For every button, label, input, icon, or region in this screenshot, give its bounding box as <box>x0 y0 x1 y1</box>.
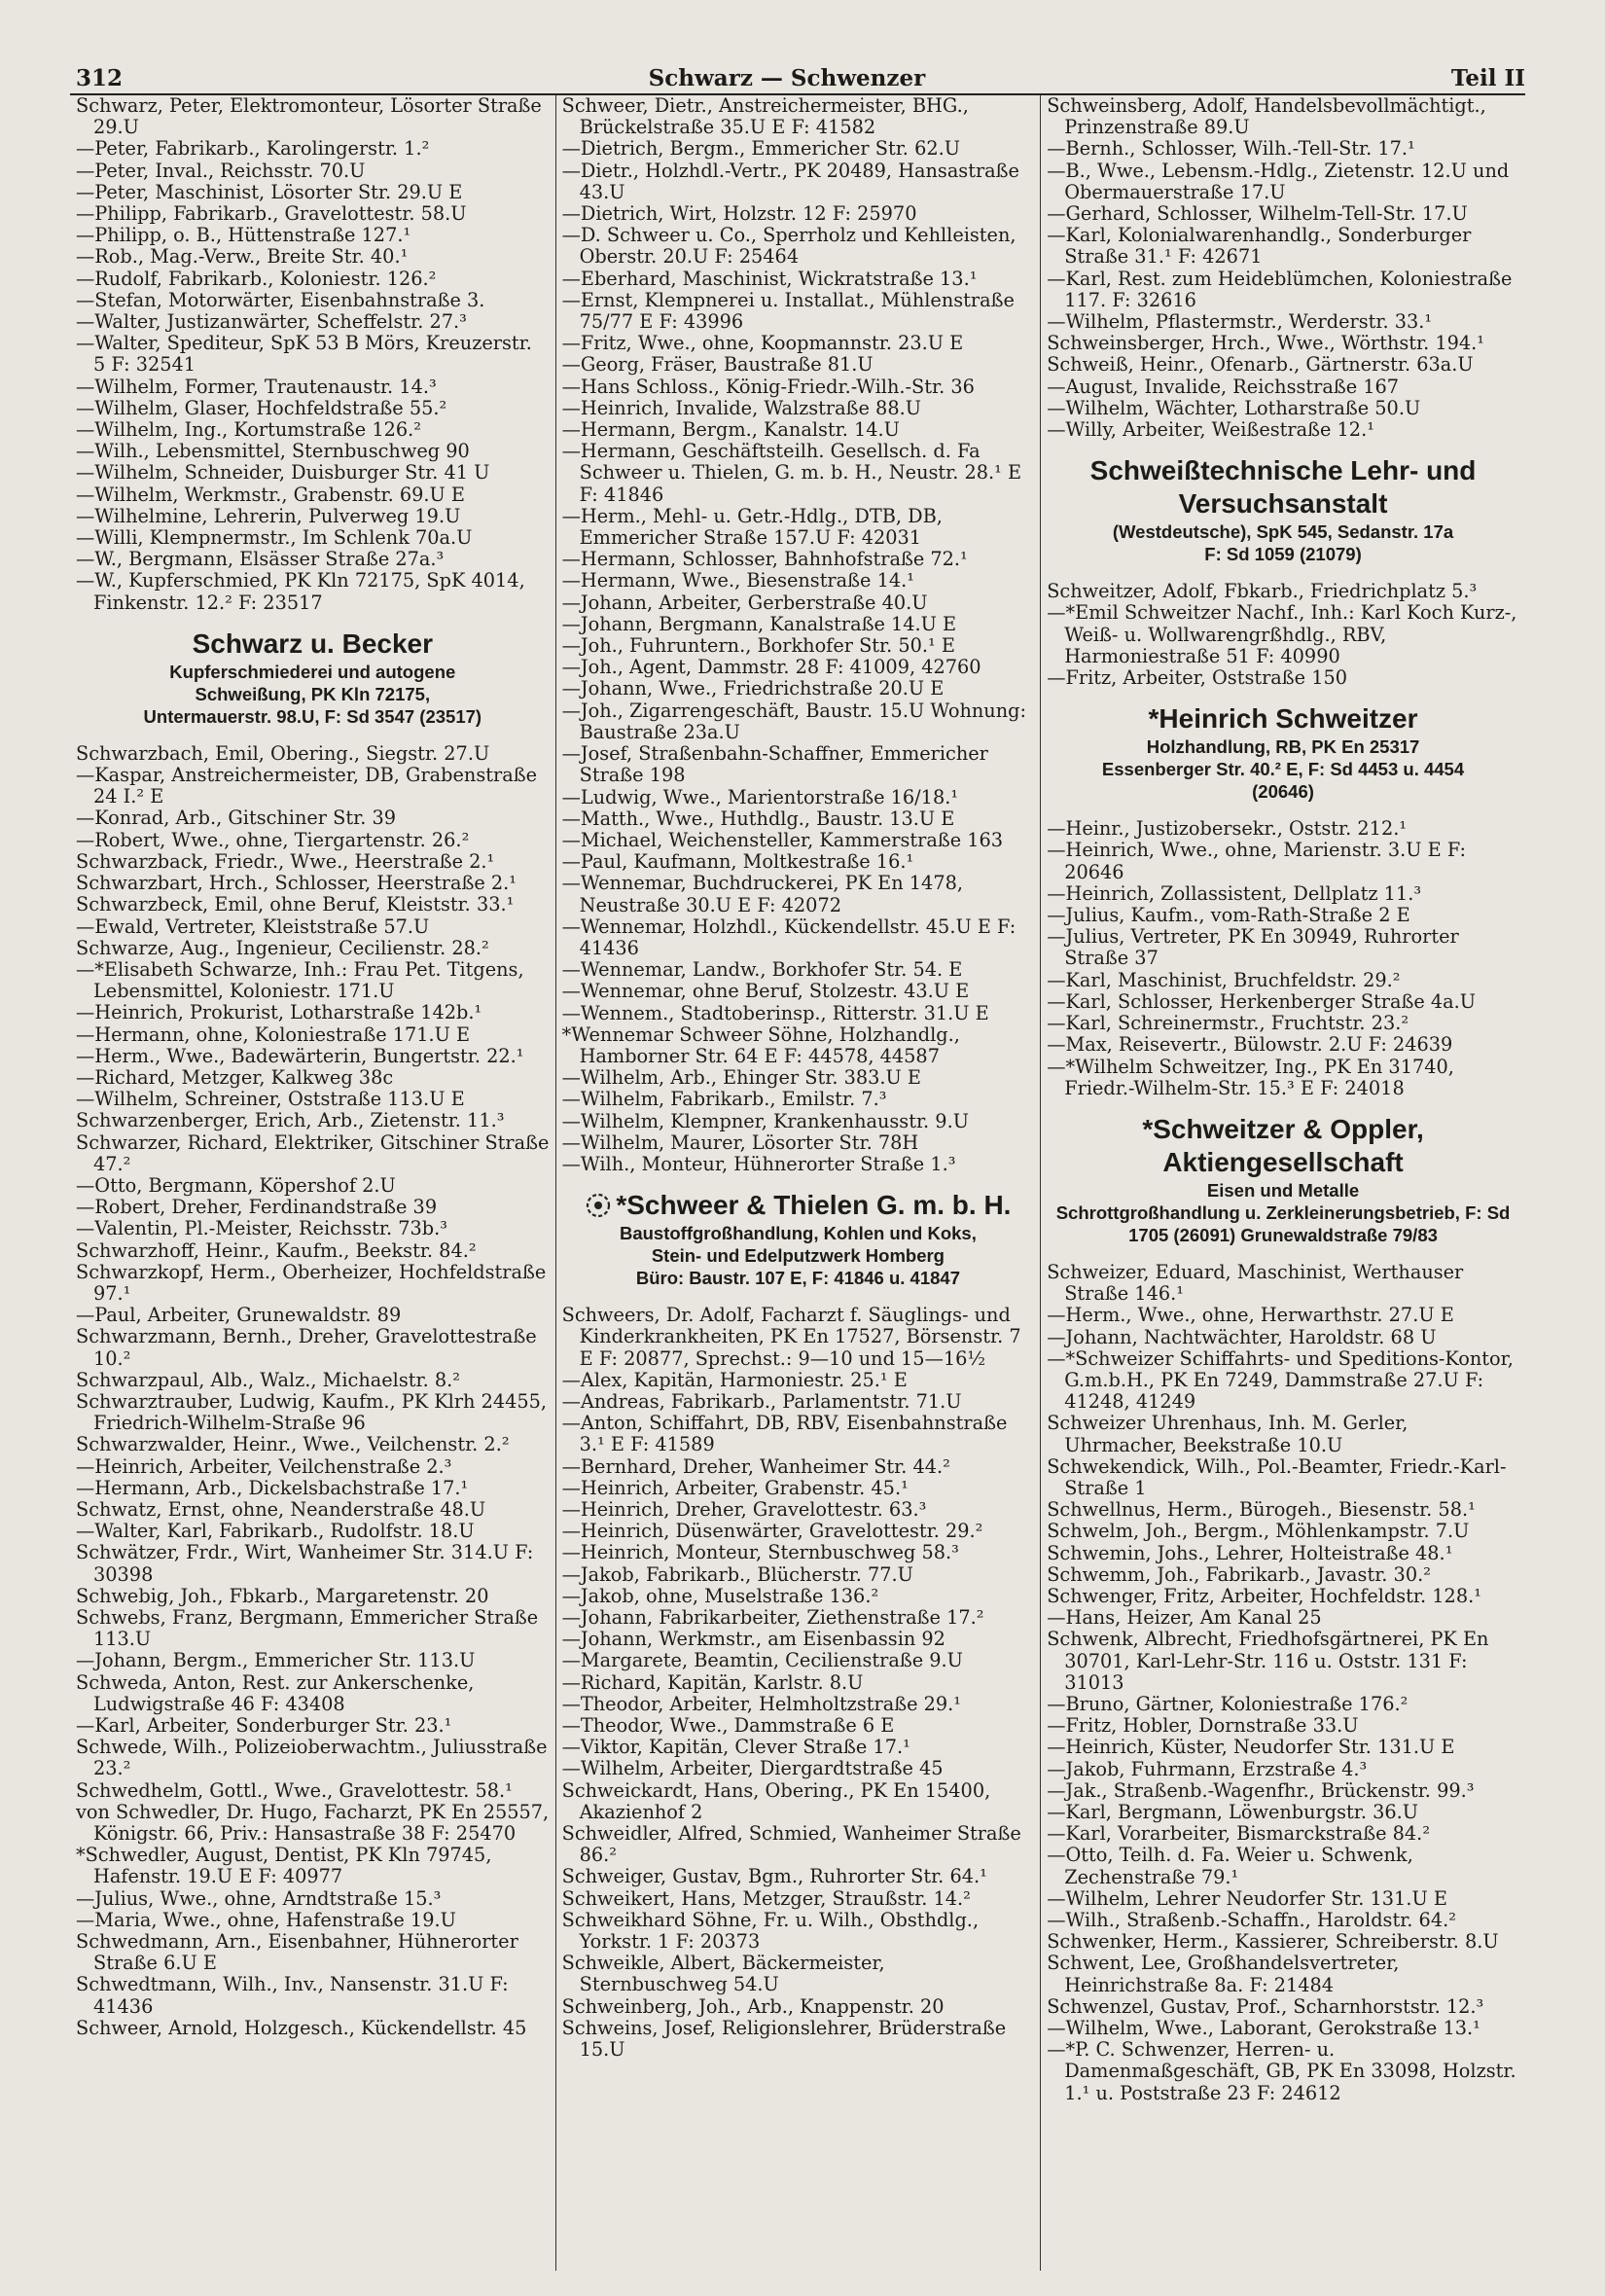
directory-entry: Schwarzhoff, Heinr., Kaufm., Beekstr. 84.² <box>76 1238 477 1262</box>
directory-entry: —Joh., Fuhruntern., Borkhofer Str. 50.¹ E <box>561 634 955 658</box>
directory-entry: *Wennemar Schweer Söhne, Holzhandlg., Hamborner Str. 64 E F: 44578, 44587 <box>561 1022 960 1067</box>
directory-entry: —Hans, Heizer, Am Kanal 25 <box>1047 1606 1322 1630</box>
advertisement-header <box>1047 454 1519 520</box>
advertisement-title: *Schweitzer & Oppler, Aktiengesellschaft <box>1142 1113 1424 1177</box>
directory-entry: —Wennemar, Landw., Borkhofer Str. 54. E <box>561 958 963 982</box>
advertisement-header <box>1047 1113 1519 1179</box>
page-part: Teil II <box>1450 65 1525 91</box>
directory-entry: —Paul, Kaufmann, Moltkestraße 16.¹ <box>561 850 914 874</box>
directory-entry: —Peter, Inval., Reichsstr. 70.U <box>76 159 366 182</box>
directory-entry: —Herm., Wwe., ohne, Herwarthstr. 27.U E <box>1047 1304 1454 1327</box>
directory-columns <box>70 95 1525 2271</box>
directory-entry: Schweer, Arnold, Holzgesch., Kückendellstr. 45 <box>76 2016 527 2039</box>
directory-entry: —Rob., Mag.-Verw., Breite Str. 40.¹ <box>76 245 409 269</box>
directory-entry: —Wilhelm, Maurer, Lösorter Str. 78H <box>561 1130 919 1154</box>
directory-entry: —Herm., Wwe., Badewärterin, Bungertstr. 22.¹ <box>76 1044 524 1067</box>
directory-entry: Schwenk, Albrecht, Friedhofsgärtnerei, PK En 30701, Karl-Lehr-Str. 116 u. Oststr. 131 F: 31013 <box>1047 1628 1489 1694</box>
advertisement-title: Schwarz u. Becker <box>192 628 434 659</box>
directory-entry: —Paul, Arbeiter, Grunewaldstr. 89 <box>76 1304 402 1327</box>
directory-entry: —Herm., Mehl- u. Getr.-Hdlg., DTB, DB, Emmericher Straße 157.U F: 42031 <box>561 504 943 550</box>
advertisement-line: Eisen und Metalle <box>1206 1179 1360 1201</box>
directory-entry: —Joh., Agent, Dammstr. 28 F: 41009, 42760 <box>561 656 981 679</box>
directory-entry: —Julius, Kaufm., vom-Rath-Straße 2 E <box>1047 904 1410 927</box>
directory-entry: —Karl, Rest. zum Heideblümchen, Koloniestraße 117. F: 32616 <box>1047 267 1513 311</box>
directory-entry: —Joh., Zigarrengeschäft, Baustr. 15.U Wohnung: Baustraße 23a.U <box>561 699 1026 743</box>
directory-entry: —Karl, Schreinermstr., Fruchtstr. 23.² <box>1047 1012 1409 1035</box>
directory-entry: —Wilhelm, Former, Trautenaustr. 14.³ <box>76 375 437 398</box>
page-running-title: Schwarz — Schwenzer <box>648 65 926 91</box>
directory-entry: Schwarzenberger, Erich, Arb., Zietenstr. 11.³ <box>76 1109 505 1132</box>
directory-entry: —Michael, Weichensteller, Kammerstraße 163 <box>561 828 1004 851</box>
directory-entry: —Julius, Wwe., ohne, Arndtstraße 15.³ <box>76 1886 442 1910</box>
directory-entry: —Kaspar, Anstreichermeister, DB, Grabenstraße 24 I.² E <box>76 764 537 808</box>
directory-entry: Schweizer Uhrenhaus, Inh. M. Gerler, Uhrmacher, Beekstraße 10.U <box>1047 1412 1409 1456</box>
directory-entry: —Hermann, Schlosser, Bahnhofstraße 72.¹ <box>561 548 968 571</box>
directory-entry: Schwede, Wilh., Polizeioberwachtm., Juliusstraße 23.² <box>76 1736 548 1780</box>
directory-entry: —Hermann, Geschäftsteilh. Gesellsch. d. Fa Schweer u. Thielen, G. m. b. H., Neustr. 28.¹ E F: 41846 <box>561 440 1022 506</box>
directory-entry: —Alex, Kapitän, Harmoniestr. 25.¹ E <box>561 1368 908 1391</box>
advertisement-line: Schweißung, PK Kln 72175, <box>195 683 431 704</box>
directory-entry: Schweitzer, Adolf, Fbkarb., Friedrichplatz 5.³ <box>1047 580 1478 603</box>
directory-entry: —Heinr., Justizobersekr., Oststr. 212.¹ <box>1047 817 1408 841</box>
directory-entry: —B., Wwe., Lebensm.-Hdlg., Zietenstr. 12.U und Obermauerstraße 17.U <box>1047 159 1510 203</box>
directory-entry: —Peter, Fabrikarb., Karolingerstr. 1.² <box>76 137 430 161</box>
advertisement-line: Essenberger Str. 40.² E, F: Sd 4453 u. 4454 <box>1101 759 1465 780</box>
directory-entry: Schwebig, Joh., Fbkarb., Margaretenstr. 20 <box>76 1584 489 1607</box>
advertisement-line: Büro: Baustr. 107 E, F: 41846 u. 41847 <box>635 1268 960 1289</box>
directory-entry: —Karl, Bergmann, Löwenburgstr. 36.U <box>1047 1800 1419 1823</box>
directory-entry: —Heinrich, Arbeiter, Grabenstr. 45.¹ <box>561 1476 909 1499</box>
directory-entry: —Philipp, Fabrikarb., Gravelottestr. 58.U <box>76 202 467 226</box>
directory-entry: —Wilhelm, Wwe., Laborant, Gerokstraße 13.¹ <box>1047 2017 1480 2040</box>
directory-entry: *Schwedler, August, Dentist, PK Kln 79745, Hafenstr. 19.U E F: 40977 <box>76 1844 492 1888</box>
directory-entry: —Hermann, Arb., Dickelsbachstraße 17.¹ <box>76 1476 469 1499</box>
directory-entry: —Walter, Spediteur, SpK 53 B Mörs, Kreuzerstr. 5 F: 32541 <box>76 332 532 377</box>
directory-entry: Schwent, Lee, Großhandelsvertreter, Heinrichstraße 8a. F: 21484 <box>1047 1952 1400 1996</box>
directory-entry: —August, Invalide, Reichsstraße 167 <box>1047 375 1400 398</box>
directory-entry: —Wilhelmine, Lehrerin, Pulverweg 19.U <box>76 504 461 527</box>
directory-entry: —Karl, Schlosser, Herkenberger Straße 4a.U <box>1047 989 1477 1013</box>
directory-entry: Schwelm, Joh., Bergm., Möhlenkampstr. 7.U <box>1047 1520 1470 1543</box>
directory-entry: —Bernh., Schlosser, Wilh.-Tell-Str. 17.¹ <box>1047 137 1415 161</box>
directory-entry: —Valentin, Pl.-Meister, Reichsstr. 73b.³ <box>76 1217 447 1240</box>
directory-entry: Schweiß, Heinr., Ofenarb., Gärtnerstr. 63a.U <box>1047 353 1474 377</box>
directory-entry: Schwarzback, Friedr., Wwe., Heerstraße 2.¹ <box>76 849 495 873</box>
directory-entry: —Maria, Wwe., ohne, Hafenstraße 19.U <box>76 1908 456 1931</box>
directory-entry: —Johann, Wwe., Friedrichstraße 20.U E <box>561 677 945 700</box>
directory-entry: —Hermann, Wwe., Biesenstraße 14.¹ <box>561 569 914 592</box>
directory-entry: Schwarz, Peter, Elektromonteur, Lösorter Straße 29.U <box>76 95 542 139</box>
directory-entry: —Jakob, Fabrikarb., Blücherstr. 77.U <box>561 1562 913 1586</box>
directory-entry: Schwarzbeck, Emil, ohne Beruf, Kleiststr. 33.¹ <box>76 893 515 916</box>
directory-entry: —Walter, Karl, Fabrikarb., Rudolfstr. 18.U <box>76 1520 475 1543</box>
directory-entry: —Bernhard, Dreher, Wanheimer Str. 44.² <box>561 1454 950 1478</box>
directory-entry: Schwedtmann, Wilh., Inv., Nansenstr. 31.U F: 41436 <box>76 1973 509 2018</box>
directory-entry: —Wilhelm, Wächter, Lotharstraße 50.U <box>1047 396 1421 419</box>
advertisement-line: Holzhandlung, RB, PK En 25317 <box>1146 736 1420 758</box>
directory-entry: —Anton, Schiffahrt, DB, RBV, Eisenbahnstraße 3.¹ E F: 41589 <box>561 1412 1008 1456</box>
directory-entry: Schweinsberg, Adolf, Handelsbevollmächtigt., Prinzenstraße 89.U <box>1047 95 1486 139</box>
directory-entry: Schwenger, Fritz, Arbeiter, Hochfeldstr. 128.¹ <box>1047 1584 1481 1607</box>
directory-entry: —Hans Schloss., König-Friedr.-Wilh.-Str. 36 <box>561 375 975 398</box>
directory-entry: —Hermann, ohne, Koloniestraße 171.U E <box>76 1022 471 1046</box>
directory-entry: —D. Schweer u. Co., Sperrholz und Kehlleisten, Oberstr. 20.U F: 25464 <box>561 224 1016 269</box>
directory-entry: Schwarzbach, Emil, Obering., Siegstr. 27.U <box>76 741 490 765</box>
page-number: 312 <box>76 65 124 91</box>
directory-entry: —Georg, Fräser, Baustraße 81.U <box>561 353 874 377</box>
directory-entry: Schweickardt, Hans, Obering., PK En 15400, Akazienhof 2 <box>561 1778 991 1823</box>
directory-entry: Schweidler, Alfred, Schmied, Wanheimer Straße 86.² <box>561 1822 1021 1867</box>
directory-entry: —Dietr., Holzhdl.-Vertr., PK 20489, Hansastraße 43.U <box>561 159 1019 203</box>
directory-entry: —*Wilhelm Schweitzer, Ing., PK En 31740, Friedr.-Wilhelm-Str. 15.³ E F: 24018 <box>1047 1055 1454 1099</box>
business-advertisement <box>1047 702 1519 803</box>
directory-entry: —*Emil Schweitzer Nachf., Inh.: Karl Koch Kurz-, Weiß- u. Wollwarengrßhdlg., RBV, Harmoniestraße 51 F: 40990 <box>1047 601 1517 667</box>
directory-entry: —Wennemar, Holzhdl., Kückendellstr. 45.U E F: 41436 <box>561 915 1016 959</box>
directory-entry: —W., Kupferschmied, PK Kln 72175, SpK 4014, Finkenstr. 12.² F: 23517 <box>76 569 525 614</box>
page-header <box>76 53 1525 91</box>
advertisement-line: Schrottgroßhandlung u. Zerkleinerungsbetrieb, F: Sd 1705 (26091) Grunewaldstraße 79/83 <box>1055 1202 1511 1245</box>
directory-entry: —Fritz, Hobler, Dornstraße 33.U <box>1047 1714 1359 1738</box>
directory-entry: —Wilh., Straßenb.-Schaffn., Haroldstr. 64.² <box>1047 1909 1456 1931</box>
directory-entry: —W., Bergmann, Elsässer Straße 27a.³ <box>76 548 445 571</box>
directory-entry: —Richard, Metzger, Kalkweg 38c <box>76 1065 394 1089</box>
directory-entry: —Wennemar, ohne Beruf, Stolzestr. 43.U E <box>561 980 970 1003</box>
advertisement-line: (Westdeutsche), SpK 545, Sedanstr. 17a <box>1112 521 1454 543</box>
directory-entry: Schwarztrauber, Ludwig, Kaufm., PK Klrh 24455, Friedrich-Wilhelm-Straße 96 <box>76 1389 548 1435</box>
directory-entry: —Willi, Klempnermstr., Im Schlenk 70a.U <box>76 526 473 550</box>
directory-entry: —Otto, Teilh. d. Fa. Weier u. Schwenk, Zechenstraße 79.¹ <box>1047 1844 1413 1888</box>
directory-entry: Schweinberg, Joh., Arb., Knappenstr. 20 <box>561 1994 945 2018</box>
directory-entry: Schwarzmann, Bernh., Dreher, Gravelottestraße 10.² <box>76 1325 537 1370</box>
directory-entry: —*Elisabeth Schwarze, Inh.: Frau Pet. Titgens, Lebensmittel, Koloniestr. 171.U <box>76 957 524 1003</box>
directory-entry: —Wennemar, Buchdruckerei, PK En 1478, Neustraße 30.U E F: 42072 <box>561 872 963 916</box>
directory-entry: —Theodor, Wwe., Dammstraße 6 E <box>561 1714 895 1738</box>
directory-entry: —Josef, Straßenbahn-Schaffner, Emmericher Straße 198 <box>561 742 988 787</box>
directory-entry: —Theodor, Arbeiter, Helmholtzstraße 29.¹ <box>561 1692 962 1715</box>
directory-entry: —Heinrich, Küster, Neudorfer Str. 131.U E <box>1047 1736 1455 1759</box>
advertisement-title: *Schweer & Thielen G. m. b. H. <box>616 1190 1012 1221</box>
directory-entry: Schwekendick, Wilh., Pol.-Beamter, Friedr.-Karl-Straße 1 <box>1047 1454 1507 1499</box>
directory-entry: Schwarzer, Richard, Elektriker, Gitschiner Straße 47.² <box>76 1130 550 1175</box>
directory-entry: —Heinrich, Zollassistent, Dellplatz 11.³ <box>1047 881 1422 905</box>
directory-entry: —Karl, Arbeiter, Sonderburger Str. 23.¹ <box>76 1714 452 1738</box>
directory-entry: —Wilh., Monteur, Hühnerorter Straße 1.³ <box>561 1152 956 1175</box>
directory-entry: —Willy, Arbeiter, Weißestraße 12.¹ <box>1047 418 1374 442</box>
directory-entry: —Heinrich, Monteur, Sternbuschweg 58.³ <box>561 1541 959 1564</box>
advertisement-line: Untermauerstr. 98.U, F: Sd 3547 (23517) <box>143 705 482 727</box>
directory-entry: —Bruno, Gärtner, Koloniestraße 176.² <box>1047 1692 1409 1715</box>
directory-entry: —Wilhelm, Klempner, Krankenhausstr. 9.U <box>561 1109 969 1132</box>
directory-entry: Schweikle, Albert, Bäckermeister, Sternbuschweg 54.U <box>561 1952 885 1996</box>
directory-entry: —Wilhelm, Pflastermstr., Werderstr. 33.¹ <box>1047 310 1433 334</box>
directory-entry: —Johann, Fabrikarbeiter, Ziethenstraße 17.² <box>561 1606 984 1629</box>
directory-entry: Schwarzbart, Hrch., Schlosser, Heerstraße 2.¹ <box>76 872 517 895</box>
directory-entry: Schwenker, Herm., Kassierer, Schreiberstr. 8.U <box>1047 1930 1499 1954</box>
directory-entry: Schwedmann, Arn., Eisenbahner, Hühnerorter Straße 6.U E <box>76 1930 518 1975</box>
directory-entry: —Eberhard, Maschinist, Wickratstraße 13.¹ <box>561 267 978 290</box>
company-logo-icon <box>585 1192 612 1219</box>
directory-entry: Schwemm, Joh., Fabrikarb., Javastr. 30.² <box>1047 1562 1431 1586</box>
directory-entry: Schwarzkopf, Herm., Oberheizer, Hochfeldstraße 97.¹ <box>76 1260 547 1305</box>
directory-entry: —Otto, Bergmann, Köpershof 2.U <box>76 1173 396 1197</box>
directory-entry: —Wilhelm, Lehrer Neudorfer Str. 131.U E <box>1047 1886 1447 1910</box>
directory-entry: —Wennem., Stadtoberinsp., Ritterstr. 31.U E <box>561 1001 989 1024</box>
advertisement-header <box>1047 702 1519 735</box>
directory-entry: —Julius, Vertreter, PK En 30949, Ruhrorter Straße 37 <box>1047 925 1459 970</box>
directory-entry: —Wilhelm, Schreiner, Oststraße 113.U E <box>76 1088 465 1111</box>
advertisement-line: F: Sd 1059 (21079) <box>1204 544 1362 565</box>
advertisement-title: Schweißtechnische Lehr- und Versuchsanstalt <box>1089 455 1477 520</box>
directory-entry: —Fritz, Wwe., ohne, Koopmannstr. 23.U E <box>561 332 964 355</box>
directory-entry: Schwatz, Ernst, ohne, Neanderstraße 48.U <box>76 1497 486 1521</box>
directory-entry: —Wilhelm, Schneider, Duisburger Str. 41 U <box>76 461 490 484</box>
directory-entry: —Heinrich, Düsenwärter, Gravelottestr. 29.² <box>561 1520 983 1543</box>
advertisement-header <box>562 1189 1035 1222</box>
directory-entry: —Wilhelm, Arb., Ehinger Str. 383.U E <box>561 1066 921 1090</box>
directory-entry: —Matth., Wwe., Huthdlg., Baustr. 13.U E <box>561 807 955 830</box>
directory-entry: —Robert, Dreher, Ferdinandstraße 39 <box>76 1196 438 1219</box>
business-advertisement <box>562 1189 1035 1289</box>
advertisement-line: Baustoffgroßhandlung, Kohlen und Koks, <box>619 1223 977 1244</box>
directory-entry: —Richard, Kapitän, Karlstr. 8.U <box>561 1670 864 1694</box>
directory-entry: Schweikert, Hans, Metzger, Straußstr. 14.² <box>561 1886 971 1910</box>
directory-entry: Schweda, Anton, Rest. zur Ankerschenke, Ludwigstraße 46 F: 43408 <box>76 1670 475 1715</box>
directory-entry: —Dietrich, Wirt, Holzstr. 12 F: 25970 <box>561 202 917 226</box>
advertisement-title: *Heinrich Schweitzer <box>1148 703 1418 735</box>
directory-entry: —Walter, Justizanwärter, Scheffelstr. 27.³ <box>76 310 467 334</box>
directory-entry: —Karl, Maschinist, Bruchfeldstr. 29.² <box>1047 968 1401 991</box>
directory-entry: —Johann, Bergmann, Kanalstraße 14.U E <box>561 612 957 635</box>
directory-entry: Schweizer, Eduard, Maschinist, Werthauser Straße 146.¹ <box>1047 1260 1464 1306</box>
directory-entry: —Philipp, o. B., Hüttenstraße 127.¹ <box>76 224 411 247</box>
column-2 <box>555 95 1041 2271</box>
directory-entry: Schwarzpaul, Alb., Walz., Michaelstr. 8.² <box>76 1368 460 1391</box>
column-3 <box>1040 95 1525 2271</box>
directory-entry: —Fritz, Arbeiter, Oststraße 150 <box>1047 666 1348 690</box>
directory-entry: —Jakob, Fuhrmann, Erzstraße 4.³ <box>1047 1757 1368 1780</box>
directory-entry: —Konrad, Arb., Gitschiner Str. 39 <box>76 807 396 830</box>
directory-entry: Schweer, Dietr., Anstreichermeister, BHG., Brückelstraße 35.U E F: 41582 <box>561 95 969 139</box>
directory-entry: Schwarzwalder, Heinr., Wwe., Veilchenstr. 2.² <box>76 1433 510 1456</box>
column-1 <box>70 95 555 2271</box>
directory-entry: Schwätzer, Frdr., Wirt, Wanheimer Str. 314.U F: 30398 <box>76 1541 534 1586</box>
directory-entry: Schweers, Dr. Adolf, Facharzt f. Säuglings- und Kinderkrankheiten, PK En 17527, Börsenstr. 7 E F: 20877, Sprechst.: 9—10 und 15—16½ <box>561 1304 1021 1370</box>
directory-entry: —Wilhelm, Werkmstr., Grabenstr. 69.U E <box>76 483 465 506</box>
directory-entry: Schweikhard Söhne, Fr. u. Wilh., Obsthdlg., Yorkstr. 1 F: 20373 <box>561 1908 980 1954</box>
directory-entry: —Robert, Wwe., ohne, Tiergartenstr. 26.² <box>76 828 470 851</box>
directory-entry: —Stefan, Motorwärter, Eisenbahnstraße 3. <box>76 288 485 311</box>
directory-entry: —Wilh., Lebensmittel, Sternbuschweg 90 <box>76 440 470 463</box>
directory-entry: —Johann, Bergm., Emmericher Str. 113.U <box>76 1649 476 1672</box>
directory-entry: —Wilhelm, Fabrikarb., Emilstr. 7.³ <box>561 1088 887 1111</box>
directory-entry: von Schwedler, Dr. Hugo, Facharzt, PK En 25557, Königstr. 66, Priv.: Hansastraße 38 F: 25470 <box>76 1800 550 1846</box>
directory-entry: —Wilhelm, Ing., Kortumstraße 126.² <box>76 418 421 442</box>
directory-entry: Schwedhelm, Gottl., Wwe., Gravelottestr. 58.¹ <box>76 1778 513 1802</box>
directory-entry: —Wilhelm, Glaser, Hochfeldstraße 55.² <box>76 396 447 419</box>
business-advertisement <box>1047 1113 1519 1246</box>
directory-entry: —Ernst, Klempnerei u. Installat., Mühlenstraße 75/77 E F: 43996 <box>561 288 1015 334</box>
directory-entry: —Heinrich, Arbeiter, Veilchenstraße 2.³ <box>76 1454 452 1478</box>
directory-entry: —Jakob, ohne, Muselstraße 136.² <box>561 1584 879 1607</box>
directory-entry: —Karl, Vorarbeiter, Bismarckstraße 84.² <box>1047 1822 1431 1846</box>
directory-entry: —Heinrich, Wwe., ohne, Marienstr. 3.U E F: 20646 <box>1047 839 1467 883</box>
directory-entry: Schwarze, Aug., Ingenieur, Cecilienstr. 28.² <box>76 936 489 959</box>
directory-entry: —Andreas, Fabrikarb., Parlamentstr. 71.U <box>561 1389 962 1413</box>
advertisement-line: (20646) <box>1252 781 1314 803</box>
directory-entry: —Johann, Werkmstr., am Eisenbassin 92 <box>561 1628 945 1651</box>
directory-entry: —Jak., Straßenb.-Wagenfhr., Brückenstr. 99.³ <box>1047 1778 1475 1802</box>
directory-entry: —Ewald, Vertreter, Kleiststraße 57.U <box>76 915 430 938</box>
directory-entry: —Ludwig, Wwe., Marientorstraße 16/18.¹ <box>561 785 959 808</box>
directory-entry: —Heinrich, Dreher, Gravelottestr. 63.³ <box>561 1497 927 1521</box>
directory-entry: Schwellnus, Herm., Bürogeh., Biesenstr. 58.¹ <box>1047 1498 1476 1522</box>
directory-entry: —Rudolf, Fabrikarb., Koloniestr. 126.² <box>76 267 437 290</box>
directory-entry: —Viktor, Kapitän, Clever Straße 17.¹ <box>561 1736 910 1759</box>
directory-entry: —Peter, Maschinist, Lösorter Str. 29.U E <box>76 180 463 203</box>
directory-entry: Schweins, Josef, Religionslehrer, Brüderstraße 15.U <box>561 2016 1007 2062</box>
directory-entry: Schwemin, Johs., Lehrer, Holteistraße 48.¹ <box>1047 1541 1453 1564</box>
directory-entry: —Dietrich, Bergm., Emmericher Str. 62.U <box>561 137 960 161</box>
directory-entry: —Wilhelm, Arbeiter, Diergardtstraße 45 <box>561 1757 944 1780</box>
business-advertisement <box>76 628 550 728</box>
directory-entry: Schweinsberger, Hrch., Wwe., Wörthstr. 194.¹ <box>1047 332 1485 355</box>
directory-entry: —Hermann, Bergm., Kanalstr. 14.U <box>561 418 900 442</box>
directory-entry: Schwenzel, Gustav, Prof., Scharnhorststr. 12.³ <box>1047 1994 1484 2018</box>
directory-entry: —Johann, Nachtwächter, Haroldstr. 68 U <box>1047 1325 1437 1348</box>
directory-entry: —Heinrich, Invalide, Walzstraße 88.U <box>561 396 921 419</box>
directory-entry: —Max, Reisevertr., Bülowstr. 2.U F: 24639 <box>1047 1033 1453 1057</box>
directory-entry: —Johann, Arbeiter, Gerberstraße 40.U <box>561 591 928 614</box>
business-advertisement <box>1047 454 1519 565</box>
directory-entry: Schweiger, Gustav, Bgm., Ruhrorter Str. 64.¹ <box>561 1865 987 1888</box>
directory-entry: —Margarete, Beamtin, Cecilienstraße 9.U <box>561 1649 963 1672</box>
directory-entry: —*P. C. Schwenzer, Herren- u. Damenmaßgeschäft, GB, PK En 33098, Holzstr. 1.¹ u. Poststraße 23 F: 24612 <box>1047 2038 1516 2104</box>
advertisement-line: Stein- und Edelputzwerk Homberg <box>651 1245 945 1267</box>
advertisement-line: Kupferschmiederei und autogene <box>169 661 456 682</box>
directory-entry: —Karl, Kolonialwarenhandlg., Sonderburger Straße 31.¹ F: 42671 <box>1047 224 1472 269</box>
directory-entry: —Heinrich, Prokurist, Lotharstraße 142b.¹ <box>76 1001 482 1024</box>
advertisement-header <box>76 628 550 661</box>
directory-entry: Schwebs, Franz, Bergmann, Emmericher Straße 113.U <box>76 1606 539 1651</box>
directory-entry: —*Schweizer Schiffahrts- und Speditions-Kontor, G.m.b.H., PK En 7249, Dammstraße 27.U F: 41248, 41249 <box>1047 1346 1514 1414</box>
directory-entry: —Gerhard, Schlosser, Wilhelm-Tell-Str. 17.U <box>1047 202 1468 226</box>
